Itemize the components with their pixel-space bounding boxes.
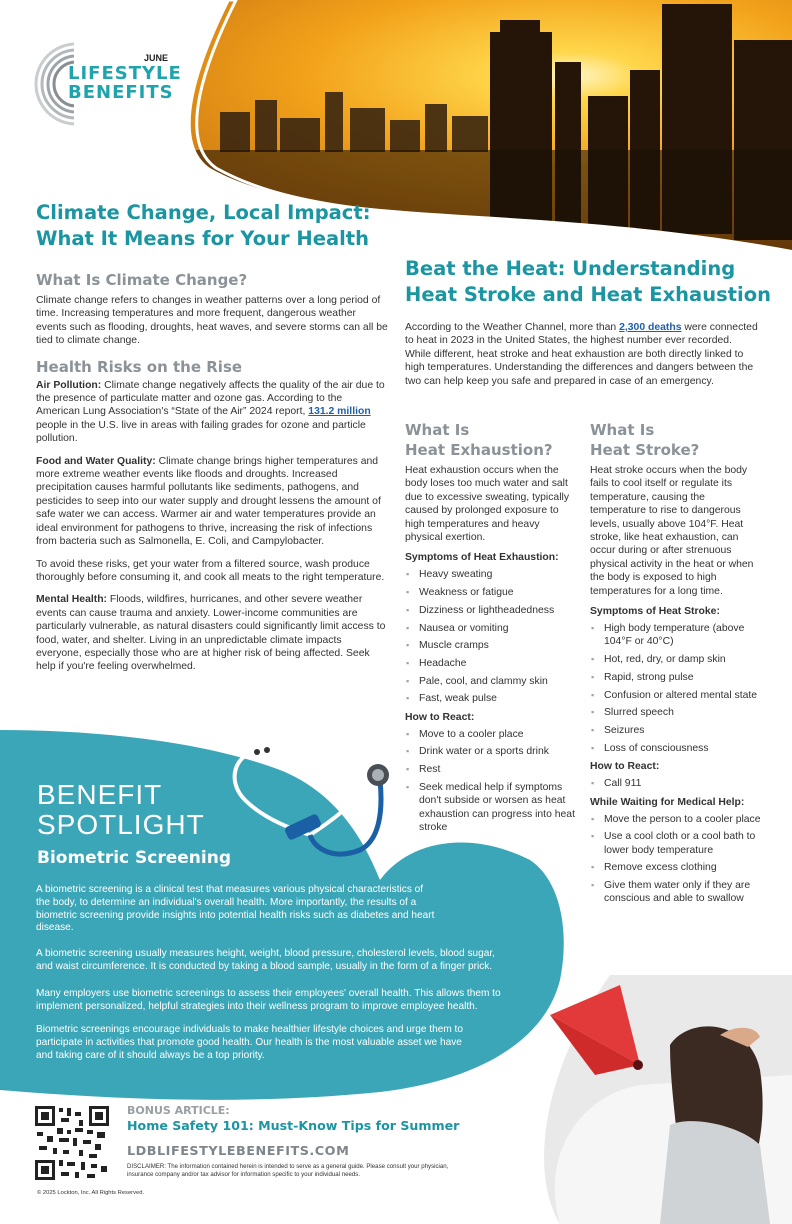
mental-health-label: Mental Health: (36, 594, 108, 606)
list-item: ▪ Weakness or fatigue (405, 586, 577, 599)
list-item: ▪ Rapid, strong pulse (590, 671, 762, 684)
spotlight-title-line1: BENEFIT (37, 779, 163, 810)
logo-text-line1: LIFESTYLE (68, 63, 182, 84)
bonus-article-link[interactable]: Home Safety 101: Must-Know Tips for Summer (127, 1118, 460, 1133)
heat-exhaustion-paragraph: Heat exhaustion occurs when the body loses too much water and salt due to excessive sweating, typically caused by prolonged exposure to high temperatures and heavy physical exertion. (405, 465, 570, 544)
heat-exhaustion-heading-line2: Heat Exhaustion? (405, 441, 553, 459)
heat-exhaustion-react-label: How to React: (405, 711, 475, 723)
heat-stroke-react-list (590, 777, 762, 790)
air-pollution-link[interactable]: 131.2 million (308, 406, 371, 418)
heat-stroke-react-label: How to React: (590, 761, 660, 773)
spotlight-paragraph-1: A biometric screening is a clinical test that measures various physical characteristics of the body, to determine an individual's overall health. More importantly, the results of a biometric screening provide insights into potential health risks such as diabetes and heart disease. (36, 884, 435, 934)
list-item: ▪ Slurred speech (590, 706, 762, 719)
food-water-text: Climate change brings higher temperatures and more extreme weather events like floods and droughts. Increased precipitation causes harmful pollutants like sediments, pathogens, and pesticides to seep into our water supply and drought lessens the amount of safe water we can access. Warmer air and water temperatures provide an ideal environment for pathogens to thrive, increasing the risk of infections from bacteria such as Salmonella, E. Coli, and Campylobacter. (36, 455, 381, 548)
heat-stroke-heading-line1: What Is (590, 421, 655, 439)
website-link[interactable]: LDBLIFESTYLEBENEFITS.COM (127, 1144, 350, 1159)
list-item: ▪ Drink water or a sports drink (405, 745, 577, 758)
heat-exhaustion-symptoms-label: Symptoms of Heat Exhaustion: (405, 552, 559, 564)
list-item: ▪ Seizures (590, 724, 762, 737)
heat-stroke-column (590, 420, 762, 910)
left-article-body (36, 270, 388, 674)
food-water-paragraph (36, 455, 388, 549)
list-item: ▪ Nausea or vomiting (405, 622, 577, 635)
avoid-risks-paragraph: To avoid these risks, get your water from a filtered source, wash produce thoroughly before consuming it, and cook all meats to the right temperature. (36, 558, 385, 583)
spotlight-title-line2: SPOTLIGHT (37, 809, 205, 840)
left-article-title: Climate Change, Local Impact: What It Means for Your Health (36, 201, 371, 250)
list-item: ▪ Heavy sweating (405, 568, 577, 581)
air-pollution-label: Air Pollution: (36, 379, 102, 391)
list-item: ▪ Dizziness or lightheadedness (405, 604, 577, 617)
right-article-title: Beat the Heat: Understanding Heat Stroke and Heat Exhaustion (405, 257, 771, 306)
disclaimer-text: DISCLAIMER: The information contained herein is intended to serve as a general guide. Please consult your physician, insurance company and/or tax advisor for information specific to your individual needs. (127, 1163, 449, 1178)
heat-intro-text-1: According to the Weather Channel, more than (405, 322, 620, 333)
copyright-text: © 2025 Lockton, Inc. All Rights Reserved. (37, 1190, 145, 1196)
food-water-label: Food and Water Quality: (36, 455, 156, 467)
list-item: ▪ Confusion or altered mental state (590, 689, 762, 702)
qr-code-icon[interactable] (35, 1106, 109, 1180)
benefit-spotlight-title (37, 780, 267, 840)
waiting-for-help-list (590, 813, 762, 906)
list-item: ▪ High body temperature (above 104°F or 40°C) (590, 622, 762, 649)
bonus-article-label: BONUS ARTICLE: (127, 1104, 230, 1117)
air-pollution-text-1: Climate change negatively affects the quality of the air due to the presence of particulate matter and ozone gas. According to the American Lung Association's “State of the Air” 2024 report, (36, 379, 385, 418)
air-pollution-text-2: people in the U.S. live in areas with failing grades for ozone and particle pollution. (36, 419, 366, 445)
woman-with-fan-photo (520, 975, 792, 1224)
list-item: ▪ Muscle cramps (405, 639, 577, 652)
list-item: ▪ Headache (405, 657, 577, 670)
list-item: ▪ Fast, weak pulse (405, 692, 577, 705)
mental-health-paragraph (36, 593, 388, 673)
list-item: ▪ Give them water only if they are conscious and able to swallow (590, 879, 762, 906)
list-item: ▪ Hot, red, dry, or damp skin (590, 653, 762, 666)
list-item: ▪ Move to a cooler place (405, 728, 577, 741)
heat-intro-paragraph (405, 321, 760, 388)
logo-month: JUNE (144, 53, 169, 63)
heat-stroke-symptoms-label: Symptoms of Heat Stroke: (590, 606, 720, 618)
heat-stroke-paragraph: Heat stroke occurs when the body fails to cool itself or regulate its temperature, causing the temperature to rise to dangerous levels, usually above 104°F. Heat stroke, like heat exhaustion, can occur during or after strenuous physical activity in the heat or when the body is exposed to high temperatures for a long time. (590, 465, 754, 597)
mental-health-text: Floods, wildfires, hurricanes, and other severe weather events can cause trauma and anxiety. Lower-income communities are particularly vulnerable, as natural disasters could significantly limit access to food, water, and shelter. Living in an unpredictable climate impacts everyone, especially those who are at higher risk of being affected. Seek help if you're feeling overwhelmed. (36, 594, 386, 673)
section-heading-health-risks: Health Risks on the Rise (36, 357, 243, 376)
heat-stroke-symptoms-list (590, 622, 762, 755)
section-heading-climate-change: What Is Climate Change? (36, 271, 248, 289)
heat-exhaustion-heading-line1: What Is (405, 421, 470, 439)
list-item: ▪ Loss of consciousness (590, 742, 762, 755)
air-pollution-paragraph (36, 379, 388, 446)
heat-deaths-link[interactable]: 2,300 deaths (619, 322, 682, 333)
list-item: ▪ Seek medical help if symptoms don't subside or worsen as heat exhaustion can progress into heat stroke (405, 781, 577, 835)
heat-exhaustion-symptoms-list (405, 568, 577, 705)
heat-intro-text-2: were connected to heat in 2023 in the United States, the highest number ever recorded. While different, heat stroke and heat exhaustion are both directly linked to high temperatures. Understanding the differences and dangers between the two can help keep you safe and prepared in case of an emergency. (405, 322, 758, 387)
spotlight-paragraph-3: Many employers use biometric screenings to assess their employees' overall health. This allows them to implement personalized, helpful strategies into their wellness program to improve employee health. (36, 988, 501, 1012)
spotlight-paragraph-2: A biometric screening usually measures height, weight, blood pressure, cholesterol levels, blood sugar, and waist circumference. It is conducted by taking a blood sample, usually in the form of a finger prick. (36, 948, 495, 972)
woman-with-fan-illustration (520, 975, 792, 1224)
waiting-for-help-label: While Waiting for Medical Help: (590, 796, 745, 808)
spotlight-subtitle: Biometric Screening (37, 848, 232, 868)
lifestyle-benefits-logo (30, 36, 180, 126)
list-item: ▪ Remove excess clothing (590, 861, 762, 874)
climate-change-paragraph: Climate change refers to changes in weather patterns over a long period of time. Increasing temperatures and more frequent, dangerous weather events such as flooding, droughts, heat waves, and severe storms can all be tied to climate change. (36, 295, 388, 347)
list-item: ▪ Use a cool cloth or a cool bath to lower body temperature (590, 830, 762, 857)
logo-text-line2: BENEFITS (68, 82, 174, 103)
spotlight-paragraph-4: Biometric screenings encourage individuals to make healthier lifestyle choices and urge them to participate in activities that promote good health. Our health is the most valuable asset we have and taking care of it should always be a top priority. (36, 1024, 463, 1061)
heat-stroke-heading-line2: Heat Stroke? (590, 441, 700, 459)
list-item: ▪ Call 911 (590, 777, 762, 790)
list-item: ▪ Pale, cool, and clammy skin (405, 675, 577, 688)
list-item: ▪ Move the person to a cooler place (590, 813, 762, 826)
list-item: ▪ Rest (405, 763, 577, 776)
